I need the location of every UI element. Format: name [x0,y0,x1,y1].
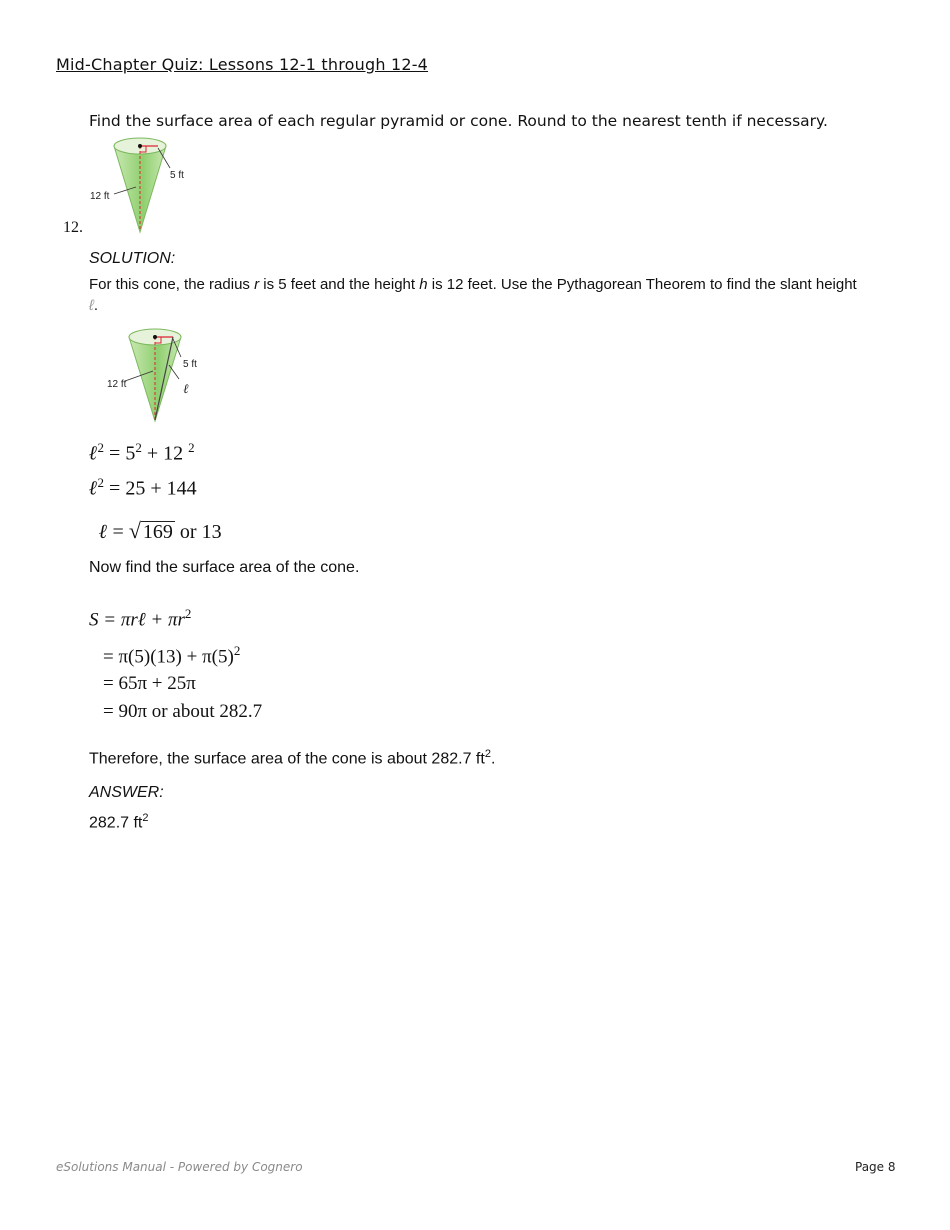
surface-area-formula [89,606,191,631]
var-l: ℓ [89,297,94,314]
radius-label: 5 ft [170,170,184,181]
var-r: r [254,276,260,293]
slant-label: ℓ [183,382,189,397]
conclusion-end: . [490,750,496,768]
conclusion-text [89,748,495,768]
intro-part: is 5 feet and the height [259,276,420,293]
answer-number: 282.7 ft [89,814,143,832]
eq-l: ℓ [89,475,98,500]
eq-sign: = [104,442,126,465]
sqrt-symbol: √ [128,518,141,543]
intro-part: is 12 feet. Use the Pythagorean Theorem to find the slant height [427,276,857,293]
var-h: h [419,276,428,293]
sa-text: S = πrℓ + πr [89,609,185,631]
eq-exp: 2 [188,440,195,455]
page-number: Page 8 [855,1160,896,1174]
transition-text: Now find the surface area of the cone. [89,559,360,576]
sa-text: = π(5)(13) + π(5) [103,646,234,668]
height-label: 12 ft [107,379,127,390]
eq-term: 12 [163,442,189,465]
center-point [153,335,157,339]
equation-sum [89,475,197,501]
page-title: Mid-Chapter Quiz: Lessons 12-1 through 12-4 [56,55,429,74]
footer-credit: eSolutions Manual - Powered by Cognero [56,1160,303,1174]
center-point [138,144,142,148]
eq-rest: or 13 [174,521,222,543]
instructions-text: Find the surface area of each regular pyramid or cone. Round to the nearest tenth if necessary. [89,112,828,130]
solution-intro [89,274,889,316]
cone-figure-slant [103,325,203,425]
surface-area-step: = 65π + 25π [103,673,196,694]
answer-value [89,812,149,832]
eq-l: ℓ [89,440,98,465]
intro-part: For this cone, the radius [89,276,255,293]
eq-rhs: = 25 + 144 [104,477,197,500]
surface-area-result: = 90π or about 282.7 [103,701,263,722]
eq-l: ℓ [99,519,108,543]
surface-area-step [103,643,240,668]
height-label: 12 ft [90,191,110,202]
sa-exp: 2 [233,643,241,658]
answer-exp: 2 [142,812,149,824]
eq-exp: 2 [135,440,142,455]
eq-sign: = [107,521,129,543]
radicand: 169 [142,521,173,543]
eq-term: 5 [125,442,136,465]
eq-plus: + [141,442,164,465]
question-number: 12. [63,219,83,236]
eq-exp: 2 [97,440,105,455]
eq-exp: 2 [97,475,105,490]
radius-label: 5 ft [183,359,197,370]
intro-part: . [93,297,99,314]
solution-label: SOLUTION: [89,250,176,267]
conclusion-part: Therefore, the surface area of the cone is about 282.7 ft [89,750,485,768]
cone-figure [86,132,196,234]
equation-pythagorean [89,440,195,466]
answer-label: ANSWER: [89,784,164,801]
sa-exp: 2 [184,606,192,621]
conclusion-exp: 2 [484,748,491,760]
equation-sqrt [99,518,222,544]
